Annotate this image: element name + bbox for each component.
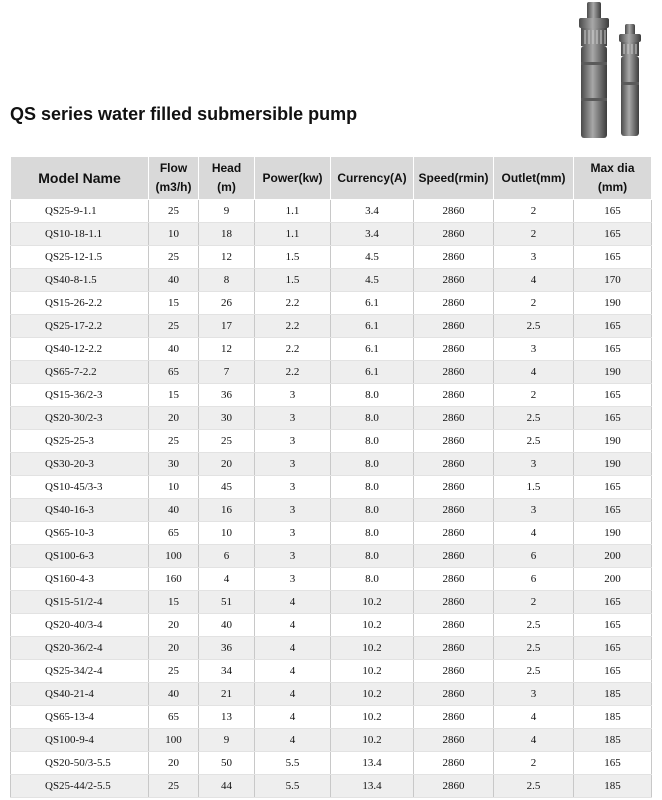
- cell-outlet: 4: [494, 706, 574, 729]
- cell-head: 50: [199, 752, 255, 775]
- cell-currency: 10.2: [331, 729, 414, 752]
- cell-outlet: 6: [494, 545, 574, 568]
- table-row: [11, 361, 652, 384]
- cell-max-dia: 170: [574, 269, 652, 292]
- cell-model-name: QS15-26-2.2: [11, 292, 149, 315]
- cell-flow: 40: [149, 269, 199, 292]
- cell-flow: 40: [149, 683, 199, 706]
- cell-outlet: 3: [494, 683, 574, 706]
- table-row: [11, 499, 652, 522]
- cell-outlet: 2.5: [494, 775, 574, 798]
- table-row: [11, 315, 652, 338]
- cell-power: 4: [255, 729, 331, 752]
- cell-max-dia: 165: [574, 660, 652, 683]
- column-header-model-name: Model Name: [11, 157, 149, 200]
- cell-power: 1.1: [255, 200, 331, 223]
- column-header-power: Power(kw): [255, 157, 331, 200]
- cell-currency: 6.1: [331, 315, 414, 338]
- cell-head: 21: [199, 683, 255, 706]
- cell-outlet: 2: [494, 200, 574, 223]
- cell-model-name: QS20-36/2-4: [11, 637, 149, 660]
- column-header-speed: Speed(rmin): [414, 157, 494, 200]
- cell-head: 36: [199, 637, 255, 660]
- cell-flow: 25: [149, 430, 199, 453]
- cell-outlet: 4: [494, 729, 574, 752]
- cell-flow: 25: [149, 315, 199, 338]
- table-row: [11, 706, 652, 729]
- faded-background-header: [0, 0, 560, 90]
- column-header-flow: Flow (m3/h): [149, 157, 199, 200]
- cell-power: 1.5: [255, 269, 331, 292]
- cell-head: 51: [199, 591, 255, 614]
- cell-flow: 100: [149, 729, 199, 752]
- cell-currency: 10.2: [331, 591, 414, 614]
- cell-currency: 4.5: [331, 269, 414, 292]
- cell-head: 34: [199, 660, 255, 683]
- cell-flow: 100: [149, 545, 199, 568]
- table-header-row: [11, 157, 652, 200]
- cell-model-name: QS20-30/2-3: [11, 407, 149, 430]
- cell-head: 30: [199, 407, 255, 430]
- cell-model-name: QS10-45/3-3: [11, 476, 149, 499]
- cell-flow: 160: [149, 568, 199, 591]
- cell-speed: 2860: [414, 752, 494, 775]
- cell-head: 9: [199, 729, 255, 752]
- cell-model-name: QS20-50/3-5.5: [11, 752, 149, 775]
- cell-speed: 2860: [414, 315, 494, 338]
- cell-currency: 8.0: [331, 545, 414, 568]
- cell-outlet: 4: [494, 361, 574, 384]
- cell-max-dia: 165: [574, 499, 652, 522]
- cell-speed: 2860: [414, 637, 494, 660]
- cell-power: 4: [255, 660, 331, 683]
- cell-max-dia: 190: [574, 453, 652, 476]
- cell-power: 3: [255, 545, 331, 568]
- cell-power: 5.5: [255, 775, 331, 798]
- table-row: [11, 476, 652, 499]
- table-row: [11, 407, 652, 430]
- cell-flow: 20: [149, 752, 199, 775]
- cell-speed: 2860: [414, 453, 494, 476]
- cell-outlet: 2: [494, 591, 574, 614]
- table-row: [11, 430, 652, 453]
- cell-head: 9: [199, 200, 255, 223]
- table-row: [11, 614, 652, 637]
- cell-head: 44: [199, 775, 255, 798]
- cell-model-name: QS15-51/2-4: [11, 591, 149, 614]
- cell-flow: 15: [149, 384, 199, 407]
- cell-max-dia: 165: [574, 315, 652, 338]
- cell-max-dia: 165: [574, 752, 652, 775]
- table-row: [11, 637, 652, 660]
- table-row: [11, 338, 652, 361]
- cell-power: 3: [255, 476, 331, 499]
- cell-flow: 30: [149, 453, 199, 476]
- cell-head: 17: [199, 315, 255, 338]
- table-row: [11, 223, 652, 246]
- cell-power: 4: [255, 637, 331, 660]
- cell-head: 45: [199, 476, 255, 499]
- cell-currency: 10.2: [331, 637, 414, 660]
- cell-currency: 10.2: [331, 706, 414, 729]
- cell-outlet: 2.5: [494, 637, 574, 660]
- cell-model-name: QS25-25-3: [11, 430, 149, 453]
- cell-speed: 2860: [414, 407, 494, 430]
- cell-currency: 13.4: [331, 775, 414, 798]
- table-row: [11, 246, 652, 269]
- cell-model-name: QS40-8-1.5: [11, 269, 149, 292]
- cell-max-dia: 200: [574, 568, 652, 591]
- cell-currency: 8.0: [331, 499, 414, 522]
- cell-power: 3: [255, 522, 331, 545]
- cell-max-dia: 190: [574, 361, 652, 384]
- cell-max-dia: 165: [574, 200, 652, 223]
- cell-power: 4: [255, 683, 331, 706]
- cell-model-name: QS65-10-3: [11, 522, 149, 545]
- cell-currency: 8.0: [331, 476, 414, 499]
- cell-max-dia: 190: [574, 522, 652, 545]
- cell-speed: 2860: [414, 269, 494, 292]
- cell-model-name: QS40-21-4: [11, 683, 149, 706]
- column-header-currency: Currency(A): [331, 157, 414, 200]
- cell-outlet: 2.5: [494, 315, 574, 338]
- cell-outlet: 6: [494, 568, 574, 591]
- column-header-head: Head (m): [199, 157, 255, 200]
- cell-outlet: 3: [494, 338, 574, 361]
- cell-max-dia: 165: [574, 407, 652, 430]
- cell-power: 3: [255, 499, 331, 522]
- cell-currency: 8.0: [331, 430, 414, 453]
- cell-flow: 10: [149, 223, 199, 246]
- cell-flow: 25: [149, 200, 199, 223]
- cell-power: 1.5: [255, 246, 331, 269]
- cell-speed: 2860: [414, 706, 494, 729]
- cell-power: 4: [255, 706, 331, 729]
- cell-power: 4: [255, 614, 331, 637]
- cell-outlet: 3: [494, 499, 574, 522]
- cell-speed: 2860: [414, 683, 494, 706]
- cell-power: 2.2: [255, 292, 331, 315]
- cell-head: 20: [199, 453, 255, 476]
- cell-max-dia: 200: [574, 545, 652, 568]
- cell-flow: 20: [149, 614, 199, 637]
- cell-max-dia: 165: [574, 614, 652, 637]
- table-row: [11, 683, 652, 706]
- table-row: [11, 522, 652, 545]
- cell-currency: 8.0: [331, 522, 414, 545]
- table-row: [11, 568, 652, 591]
- cell-max-dia: 165: [574, 637, 652, 660]
- cell-speed: 2860: [414, 476, 494, 499]
- cell-speed: 2860: [414, 499, 494, 522]
- cell-flow: 40: [149, 499, 199, 522]
- cell-power: 1.1: [255, 223, 331, 246]
- cell-outlet: 4: [494, 269, 574, 292]
- cell-speed: 2860: [414, 384, 494, 407]
- cell-model-name: QS30-20-3: [11, 453, 149, 476]
- cell-model-name: QS65-7-2.2: [11, 361, 149, 384]
- cell-max-dia: 165: [574, 591, 652, 614]
- table-body: [11, 200, 652, 798]
- cell-currency: 8.0: [331, 384, 414, 407]
- column-header-max-dia: Max dia (mm): [574, 157, 652, 200]
- cell-currency: 6.1: [331, 292, 414, 315]
- cell-outlet: 4: [494, 522, 574, 545]
- cell-flow: 25: [149, 660, 199, 683]
- cell-speed: 2860: [414, 338, 494, 361]
- cell-power: 5.5: [255, 752, 331, 775]
- table-row: [11, 660, 652, 683]
- cell-model-name: QS100-9-4: [11, 729, 149, 752]
- cell-currency: 4.5: [331, 246, 414, 269]
- cell-speed: 2860: [414, 591, 494, 614]
- cell-outlet: 2.5: [494, 430, 574, 453]
- cell-outlet: 1.5: [494, 476, 574, 499]
- cell-flow: 65: [149, 361, 199, 384]
- cell-currency: 8.0: [331, 407, 414, 430]
- cell-head: 16: [199, 499, 255, 522]
- cell-model-name: QS15-36/2-3: [11, 384, 149, 407]
- cell-head: 36: [199, 384, 255, 407]
- table-row: [11, 200, 652, 223]
- cell-head: 12: [199, 246, 255, 269]
- cell-power: 2.2: [255, 338, 331, 361]
- cell-currency: 6.1: [331, 338, 414, 361]
- cell-outlet: 2: [494, 292, 574, 315]
- cell-model-name: QS25-12-1.5: [11, 246, 149, 269]
- cell-model-name: QS40-12-2.2: [11, 338, 149, 361]
- cell-head: 6: [199, 545, 255, 568]
- cell-currency: 8.0: [331, 568, 414, 591]
- cell-power: 2.2: [255, 361, 331, 384]
- cell-flow: 20: [149, 407, 199, 430]
- cell-speed: 2860: [414, 775, 494, 798]
- cell-currency: 10.2: [331, 660, 414, 683]
- cell-speed: 2860: [414, 292, 494, 315]
- table-row: [11, 269, 652, 292]
- cell-currency: 3.4: [331, 200, 414, 223]
- cell-currency: 13.4: [331, 752, 414, 775]
- table-row: [11, 752, 652, 775]
- cell-flow: 20: [149, 637, 199, 660]
- cell-outlet: 2.5: [494, 660, 574, 683]
- cell-power: 2.2: [255, 315, 331, 338]
- cell-flow: 65: [149, 706, 199, 729]
- cell-speed: 2860: [414, 430, 494, 453]
- cell-flow: 15: [149, 591, 199, 614]
- cell-model-name: QS25-44/2-5.5: [11, 775, 149, 798]
- cell-flow: 15: [149, 292, 199, 315]
- cell-head: 4: [199, 568, 255, 591]
- cell-power: 3: [255, 453, 331, 476]
- cell-model-name: QS25-9-1.1: [11, 200, 149, 223]
- cell-speed: 2860: [414, 729, 494, 752]
- cell-model-name: QS40-16-3: [11, 499, 149, 522]
- cell-max-dia: 165: [574, 476, 652, 499]
- cell-speed: 2860: [414, 361, 494, 384]
- cell-max-dia: 190: [574, 430, 652, 453]
- cell-speed: 2860: [414, 246, 494, 269]
- submersible-pump-icon: [573, 2, 659, 140]
- cell-power: 4: [255, 591, 331, 614]
- cell-head: 12: [199, 338, 255, 361]
- cell-model-name: QS25-17-2.2: [11, 315, 149, 338]
- cell-currency: 10.2: [331, 614, 414, 637]
- cell-power: 3: [255, 568, 331, 591]
- cell-model-name: QS10-18-1.1: [11, 223, 149, 246]
- cell-currency: 10.2: [331, 683, 414, 706]
- cell-max-dia: 185: [574, 706, 652, 729]
- cell-head: 10: [199, 522, 255, 545]
- cell-outlet: 2.5: [494, 407, 574, 430]
- cell-flow: 25: [149, 246, 199, 269]
- cell-currency: 6.1: [331, 361, 414, 384]
- cell-max-dia: 165: [574, 384, 652, 407]
- cell-head: 8: [199, 269, 255, 292]
- cell-speed: 2860: [414, 223, 494, 246]
- cell-head: 40: [199, 614, 255, 637]
- cell-model-name: QS100-6-3: [11, 545, 149, 568]
- table-row: [11, 775, 652, 798]
- cell-flow: 65: [149, 522, 199, 545]
- page-title: QS series water filled submersible pump: [10, 104, 358, 124]
- cell-outlet: 2: [494, 752, 574, 775]
- cell-outlet: 3: [494, 246, 574, 269]
- table-row: [11, 384, 652, 407]
- cell-head: 7: [199, 361, 255, 384]
- table-row: [11, 591, 652, 614]
- cell-speed: 2860: [414, 545, 494, 568]
- cell-power: 3: [255, 430, 331, 453]
- cell-speed: 2860: [414, 568, 494, 591]
- cell-outlet: 2.5: [494, 614, 574, 637]
- cell-currency: 3.4: [331, 223, 414, 246]
- cell-outlet: 2: [494, 223, 574, 246]
- cell-model-name: QS65-13-4: [11, 706, 149, 729]
- cell-max-dia: 165: [574, 246, 652, 269]
- cell-power: 3: [255, 407, 331, 430]
- table-row: [11, 729, 652, 752]
- cell-max-dia: 165: [574, 338, 652, 361]
- cell-model-name: QS20-40/3-4: [11, 614, 149, 637]
- cell-head: 25: [199, 430, 255, 453]
- cell-speed: 2860: [414, 614, 494, 637]
- cell-power: 3: [255, 384, 331, 407]
- cell-max-dia: 185: [574, 683, 652, 706]
- table-row: [11, 453, 652, 476]
- cell-head: 13: [199, 706, 255, 729]
- cell-max-dia: 190: [574, 292, 652, 315]
- spec-table: [10, 156, 652, 798]
- table-row: [11, 292, 652, 315]
- column-header-outlet: Outlet(mm): [494, 157, 574, 200]
- cell-outlet: 3: [494, 453, 574, 476]
- cell-max-dia: 185: [574, 729, 652, 752]
- cell-speed: 2860: [414, 200, 494, 223]
- cell-max-dia: 165: [574, 223, 652, 246]
- cell-speed: 2860: [414, 660, 494, 683]
- cell-model-name: QS25-34/2-4: [11, 660, 149, 683]
- cell-model-name: QS160-4-3: [11, 568, 149, 591]
- cell-flow: 25: [149, 775, 199, 798]
- cell-flow: 10: [149, 476, 199, 499]
- cell-flow: 40: [149, 338, 199, 361]
- cell-outlet: 2: [494, 384, 574, 407]
- cell-head: 18: [199, 223, 255, 246]
- cell-currency: 8.0: [331, 453, 414, 476]
- cell-head: 26: [199, 292, 255, 315]
- cell-max-dia: 185: [574, 775, 652, 798]
- cell-speed: 2860: [414, 522, 494, 545]
- table-row: [11, 545, 652, 568]
